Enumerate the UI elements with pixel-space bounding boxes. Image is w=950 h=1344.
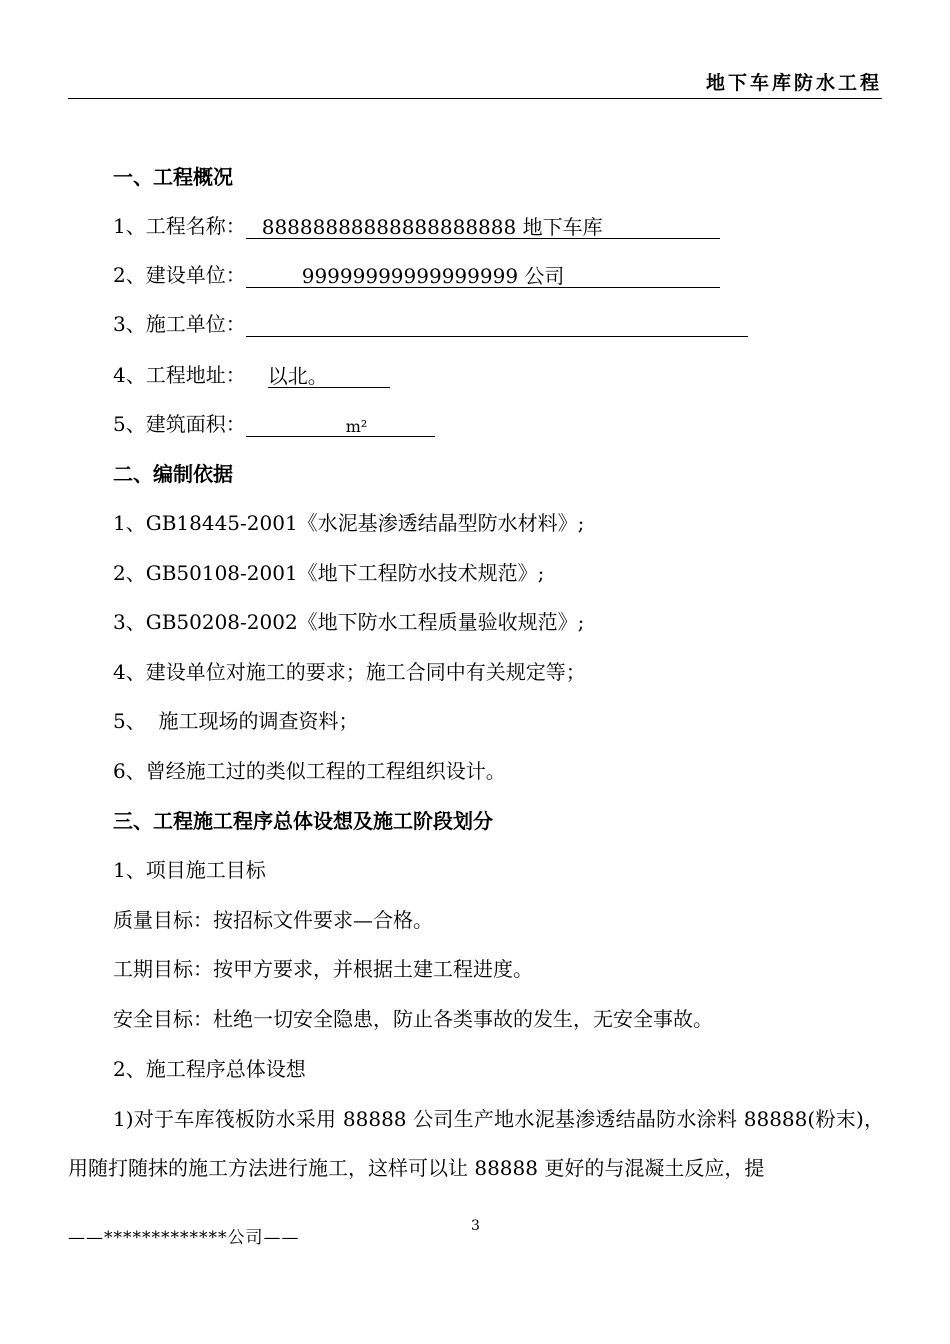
basis-item: 3、GB50208-2002《地下防水工程质量验收规范》; (113, 610, 585, 634)
field-underline (246, 263, 720, 288)
basis-item: 1、GB18445-2001《水泥基渗透结晶型防水材料》; (113, 511, 585, 535)
section-heading-plan: 三、工程施工程序总体设想及施工阶段划分 (113, 809, 493, 833)
section-heading-basis: 二、编制依据 (113, 462, 233, 486)
field-label: 1、工程名称： (113, 214, 246, 238)
goal-safety: 安全目标：杜绝一切安全隐患，防止各类事故的发生，无安全事故。 (113, 1007, 713, 1031)
field-underline (246, 312, 748, 337)
field-label: 3、施工单位： (113, 312, 246, 336)
field-label: 2、建设单位： (113, 263, 246, 287)
procedure-paragraph: 1)对于车库筏板防水采用 88888 公司生产地水泥基渗透结晶防水涂料 88888(粉末)，用随打随抹的施工方法进行施工，这样可以让 88888 更好的与混凝土反应，提 (68, 1107, 884, 1180)
field-underline (268, 363, 390, 388)
field-contractor (113, 311, 748, 337)
field-label: 4、工程地址： (113, 363, 246, 387)
field-underline (246, 412, 435, 437)
field-address (113, 362, 390, 388)
field-area (113, 411, 435, 437)
subheading-procedure: 2、施工程序总体设想 (113, 1057, 306, 1081)
field-value: 以北。 (267, 364, 328, 388)
field-owner (113, 262, 720, 288)
field-value: m² (345, 417, 368, 436)
field-value: 99999999999999999 公司 (301, 264, 565, 288)
basis-item: 4、建设单位对施工的要求；施工合同中有关规定等； (113, 660, 586, 684)
field-label: 5、建筑面积： (113, 412, 246, 436)
basis-item: 6、曾经施工过的类似工程的工程组织设计。 (113, 759, 506, 783)
page-number: 3 (471, 1218, 480, 1234)
header-rule (68, 98, 882, 99)
page-header-title: 地下车库防水工程 (705, 72, 882, 94)
basis-item: 5、 施工现场的调查资料； (113, 709, 359, 733)
field-value: 88888888888888888888 地下车库 (261, 215, 603, 239)
field-underline (246, 214, 720, 239)
subheading-goals: 1、项目施工目标 (113, 858, 266, 882)
section-heading-overview: 一、工程概况 (113, 165, 233, 189)
goal-schedule: 工期目标：按甲方要求，并根据土建工程进度。 (113, 957, 533, 981)
goal-quality: 质量目标：按招标文件要求—合格。 (113, 908, 433, 932)
basis-item: 2、GB50108-2001《地下工程防水技术规范》; (113, 561, 545, 585)
footer-company: ——*************公司—— (68, 1228, 300, 1248)
field-project-name (113, 213, 720, 239)
